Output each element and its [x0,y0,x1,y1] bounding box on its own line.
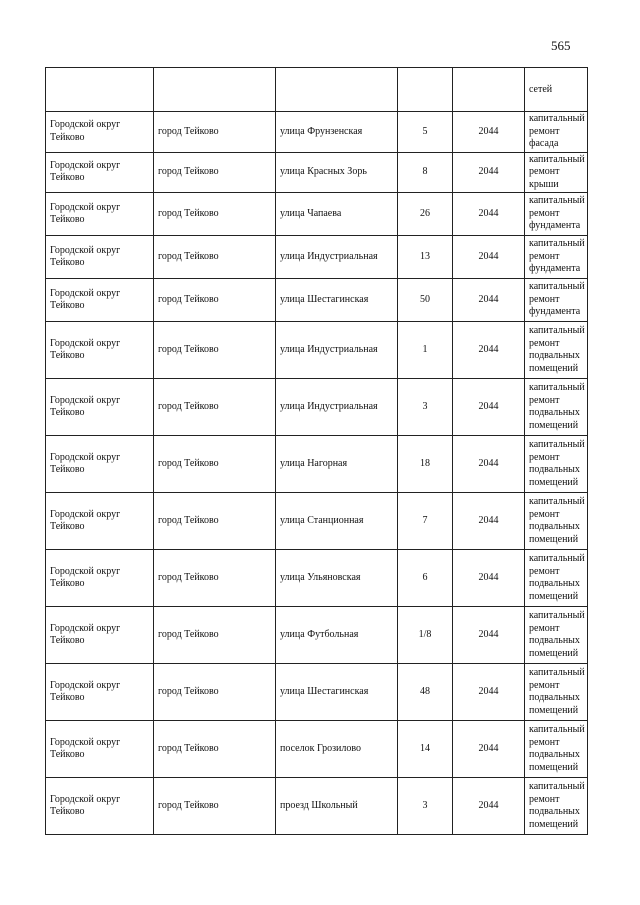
cell-year: 2044 [453,778,525,835]
cell-house: 1 [398,322,453,379]
cell-year: 2044 [453,721,525,778]
table-row [46,152,588,193]
cell-house: 7 [398,493,453,550]
cell-street: улица Чапаева [276,193,398,236]
cell-year: 2044 [453,664,525,721]
cell-street [276,68,398,112]
cell-year: 2044 [453,279,525,322]
cell-house: 8 [398,152,453,193]
page-number: 565 [551,38,571,53]
cell-district: Городской округ Тейково [46,778,154,835]
cell-district: Городской округ Тейково [46,193,154,236]
table-row [46,112,588,153]
cell-district: Городской округ Тейково [46,152,154,193]
cell-settlement: город Тейково [154,721,276,778]
cell-settlement: город Тейково [154,152,276,193]
table-row-continuation [46,68,588,112]
cell-street: улица Ульяновская [276,550,398,607]
cell-year: 2044 [453,193,525,236]
cell-work-type: капитальный ремонт подвальных помещений [525,778,588,835]
cell-district: Городской округ Тейково [46,607,154,664]
cell-street: улица Станционная [276,493,398,550]
cell-district: Городской округ Тейково [46,664,154,721]
cell-work-type: капитальный ремонт подвальных помещений [525,436,588,493]
cell-work-type: капитальный ремонт подвальных помещений [525,322,588,379]
table-row [46,721,588,778]
cell-settlement: город Тейково [154,236,276,279]
cell-street: проезд Школьный [276,778,398,835]
cell-street: улица Красных Зорь [276,152,398,193]
cell-street: улица Индустриальная [276,322,398,379]
cell-year [453,68,525,112]
cell-house: 14 [398,721,453,778]
cell-house: 6 [398,550,453,607]
cell-house: 1/8 [398,607,453,664]
cell-street: поселок Грозилово [276,721,398,778]
cell-street: улица Шестагинская [276,664,398,721]
cell-work-type: капитальный ремонт подвальных помещений [525,550,588,607]
cell-house: 50 [398,279,453,322]
cell-district: Городской округ Тейково [46,379,154,436]
cell-house [398,68,453,112]
cell-work-type: сетей [525,68,588,112]
table-row [46,550,588,607]
cell-settlement: город Тейково [154,279,276,322]
cell-street: улица Фрунзенская [276,112,398,153]
cell-year: 2044 [453,152,525,193]
cell-district: Городской округ Тейково [46,236,154,279]
cell-year: 2044 [453,236,525,279]
cell-work-type: капитальный ремонт подвальных помещений [525,664,588,721]
cell-street: улица Индустриальная [276,236,398,279]
table-row [46,664,588,721]
table-row [46,279,588,322]
cell-settlement: город Тейково [154,436,276,493]
cell-work-type: капитальный ремонт фасада [525,112,588,153]
cell-work-type: капитальный ремонт фундамента [525,236,588,279]
table-row [46,236,588,279]
cell-year: 2044 [453,322,525,379]
cell-year: 2044 [453,493,525,550]
cell-work-type: капитальный ремонт фундамента [525,193,588,236]
cell-settlement: город Тейково [154,550,276,607]
cell-settlement: город Тейково [154,193,276,236]
cell-work-type: капитальный ремонт фундамента [525,279,588,322]
cell-work-type: капитальный ремонт подвальных помещений [525,379,588,436]
cell-settlement: город Тейково [154,379,276,436]
cell-street: улица Нагорная [276,436,398,493]
cell-year: 2044 [453,379,525,436]
cell-street: улица Футбольная [276,607,398,664]
cell-work-type: капитальный ремонт подвальных помещений [525,493,588,550]
cell-settlement [154,68,276,112]
table-row [46,607,588,664]
cell-settlement: город Тейково [154,664,276,721]
cell-year: 2044 [453,112,525,153]
cell-work-type: капитальный ремонт подвальных помещений [525,607,588,664]
cell-house: 3 [398,778,453,835]
cell-district: Городской округ Тейково [46,550,154,607]
cell-settlement: город Тейково [154,322,276,379]
table-row [46,778,588,835]
table-row [46,322,588,379]
cell-settlement: город Тейково [154,112,276,153]
cell-district: Городской округ Тейково [46,436,154,493]
cell-house: 13 [398,236,453,279]
table-row [46,493,588,550]
cell-house: 3 [398,379,453,436]
cell-district: Городской округ Тейково [46,279,154,322]
cell-street: улица Индустриальная [276,379,398,436]
cell-district: Городской округ Тейково [46,721,154,778]
cell-house: 26 [398,193,453,236]
repair-schedule-table [45,67,588,835]
cell-work-type: капитальный ремонт подвальных помещений [525,721,588,778]
cell-year: 2044 [453,607,525,664]
table-row [46,193,588,236]
table-row [46,436,588,493]
cell-settlement: город Тейково [154,778,276,835]
cell-street: улица Шестагинская [276,279,398,322]
cell-work-type: капитальный ремонт крыши [525,152,588,193]
cell-settlement: город Тейково [154,607,276,664]
cell-house: 48 [398,664,453,721]
cell-district [46,68,154,112]
table-row [46,379,588,436]
cell-district: Городской округ Тейково [46,112,154,153]
cell-district: Городской округ Тейково [46,322,154,379]
cell-year: 2044 [453,436,525,493]
cell-year: 2044 [453,550,525,607]
cell-district: Городской округ Тейково [46,493,154,550]
cell-house: 5 [398,112,453,153]
cell-settlement: город Тейково [154,493,276,550]
cell-house: 18 [398,436,453,493]
